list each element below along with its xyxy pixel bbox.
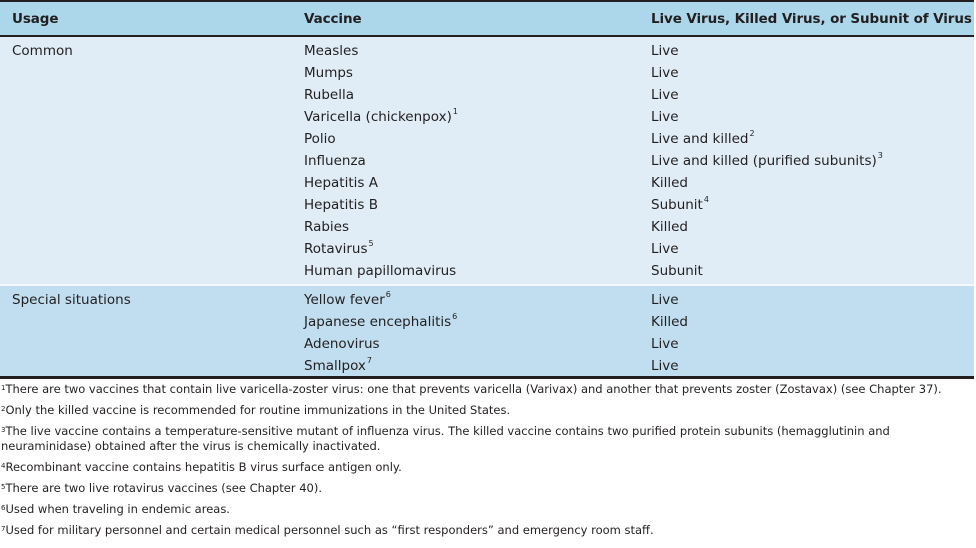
- usage-label: Special situations: [12, 292, 131, 308]
- footnote-number: 6: [1, 504, 6, 512]
- footnote-text: Used when traveling in endemic areas.: [5, 502, 230, 516]
- table-row: [0, 109, 974, 131]
- vaccine-cell: [304, 109, 458, 125]
- table-row: [0, 153, 974, 175]
- virus-type: Subunit: [651, 197, 703, 213]
- footnote-text: There are two vaccines that contain live varicella-zoster virus: one that prevents varicella (Varivax) and another that prevents zoster (Zostavax) (see Chapter 37).: [5, 382, 942, 396]
- vaccine-cell: [304, 358, 372, 374]
- vaccine-cell: [304, 175, 378, 191]
- vaccine-name: Human papillomavirus: [304, 263, 457, 279]
- virus-type-cell: [651, 219, 688, 235]
- vaccine-cell: [304, 87, 354, 103]
- vaccine-name: Polio: [304, 131, 336, 147]
- footnote: [0, 481, 976, 496]
- vaccine-name: Rotavirus: [304, 241, 368, 257]
- footnote-number: 3: [1, 426, 6, 434]
- footnote-marker: 4: [703, 195, 709, 204]
- table-row: [0, 263, 974, 285]
- vaccine-cell: [304, 241, 374, 257]
- virus-type-cell: [651, 175, 688, 191]
- footnote-marker: 2: [749, 129, 755, 138]
- footnote-text: There are two live rotavirus vaccines (see Chapter 40).: [5, 481, 322, 495]
- vaccine-cell: [304, 219, 349, 235]
- vaccine-cell: [304, 153, 366, 169]
- table-row: [0, 131, 974, 153]
- header-type: Live Virus, Killed Virus, or Subunit of Virus: [651, 11, 972, 27]
- vaccine-cell: [304, 197, 378, 213]
- footnote: [0, 523, 976, 538]
- footnote-text: The live vaccine contains a temperature-sensitive mutant of influenza virus. The killed vaccine contains two purified protein subunits (hemagglutinin and neuraminidase) obtained after the virus is chemically inactivated.: [1, 424, 890, 453]
- virus-type: Live: [651, 43, 679, 59]
- footnote-text: Used for military personnel and certain medical personnel such as “first responders” and emergency room staff.: [5, 523, 654, 537]
- footnote-number: 7: [1, 525, 6, 533]
- table-row: [0, 358, 974, 380]
- table-row: [0, 292, 974, 314]
- vaccine-cell: [304, 65, 353, 81]
- footnote-marker: 1: [452, 107, 458, 116]
- table-row: [0, 43, 974, 65]
- vaccine-name: Rabies: [304, 219, 350, 235]
- vaccine-cell: [304, 263, 456, 279]
- footnote-number: 1: [1, 384, 6, 392]
- table-row: [0, 241, 974, 263]
- virus-type: Live: [651, 358, 679, 374]
- footnote-marker: 7: [366, 356, 372, 365]
- virus-type: Killed: [651, 219, 688, 235]
- virus-type: Subunit: [651, 263, 703, 279]
- vaccine-name: Mumps: [304, 65, 353, 81]
- table-row: [0, 219, 974, 241]
- footnote: [0, 403, 976, 418]
- footnote-marker: 3: [877, 151, 883, 160]
- footnote-number: 2: [1, 405, 6, 413]
- table-row: [0, 197, 974, 219]
- vaccine-name: Influenza: [304, 153, 366, 169]
- virus-type-cell: [651, 197, 709, 213]
- vaccine-name: Yellow fever: [304, 292, 385, 308]
- table-row: [0, 336, 974, 358]
- virus-type-cell: [651, 336, 679, 352]
- footnote-text: Only the killed vaccine is recommended for routine immunizations in the United States.: [5, 403, 511, 417]
- vaccine-cell: [304, 336, 380, 352]
- vaccine-name: Hepatitis B: [304, 197, 378, 213]
- virus-type-cell: [651, 65, 679, 81]
- table-header: [0, 2, 974, 37]
- vaccine-name: Rubella: [304, 87, 354, 103]
- virus-type: Live and killed (purified subunits): [651, 153, 877, 169]
- footnote-marker: 6: [452, 312, 458, 321]
- vaccine-name: Adenovirus: [304, 336, 380, 352]
- table-row: [0, 175, 974, 197]
- virus-type-cell: [651, 314, 688, 330]
- virus-type: Live: [651, 241, 679, 257]
- vaccine-cell: [304, 131, 336, 147]
- virus-type-cell: [651, 241, 679, 257]
- footnote: [0, 424, 976, 454]
- virus-type-cell: [651, 153, 883, 169]
- vaccine-name: Smallpox: [304, 358, 366, 374]
- virus-type-cell: [651, 43, 679, 59]
- virus-type-cell: [651, 109, 679, 125]
- usage-label: Common: [12, 43, 73, 59]
- virus-type: Killed: [651, 175, 688, 191]
- footnotes: [0, 382, 976, 544]
- vaccine-name: Varicella (chickenpox): [304, 109, 452, 125]
- vaccine-name: Hepatitis A: [304, 175, 378, 191]
- footnote-text: Recombinant vaccine contains hepatitis B virus surface antigen only.: [5, 460, 402, 474]
- virus-type: Live: [651, 292, 679, 308]
- vaccine-cell: [304, 292, 391, 308]
- virus-type-cell: [651, 292, 679, 308]
- footnote-marker: 6: [385, 290, 391, 299]
- footnote-marker: 5: [368, 239, 374, 248]
- vaccine-cell: [304, 43, 358, 59]
- vaccine-cell: [304, 314, 457, 330]
- section-special-situations: [0, 284, 974, 376]
- table-row: [0, 65, 974, 87]
- footnote: [0, 382, 976, 397]
- section-common: [0, 37, 974, 284]
- virus-type: Live: [651, 87, 679, 103]
- footnote: [0, 460, 976, 475]
- virus-type-cell: [651, 131, 755, 147]
- table-row: [0, 87, 974, 109]
- footnote: [0, 502, 976, 517]
- virus-type: Live: [651, 109, 679, 125]
- virus-type-cell: [651, 87, 679, 103]
- virus-type-cell: [651, 263, 703, 279]
- table-row: [0, 314, 974, 336]
- virus-type: Live: [651, 65, 679, 81]
- virus-type: Live and killed: [651, 131, 749, 147]
- footnote-number: 4: [1, 462, 6, 470]
- virus-type-cell: [651, 358, 679, 374]
- header-vaccine: Vaccine: [304, 11, 362, 27]
- virus-type: Killed: [651, 314, 688, 330]
- virus-type: Live: [651, 336, 679, 352]
- footnote-number: 5: [1, 483, 6, 491]
- vaccine-name: Japanese encephalitis: [304, 314, 452, 330]
- header-usage: Usage: [12, 11, 59, 27]
- vaccine-name: Measles: [304, 43, 359, 59]
